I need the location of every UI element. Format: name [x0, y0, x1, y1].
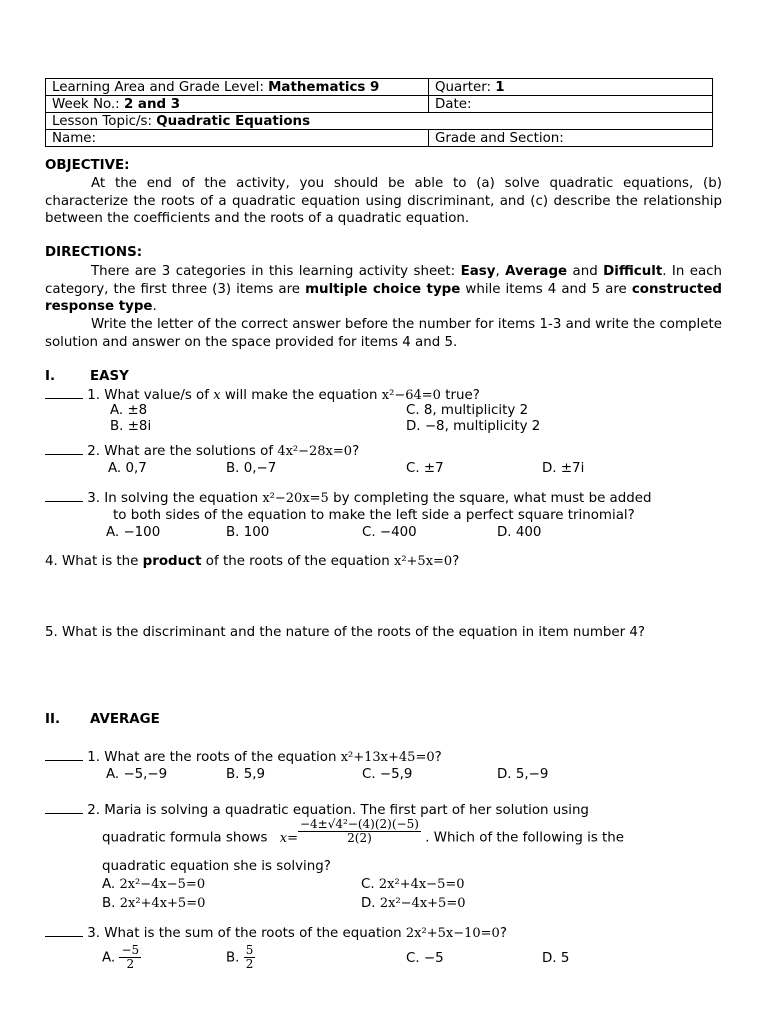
objective-text: At the end of the activity, you should be able to (a) solve quadratic equations, (b) characterize the roots of a quadratic equation using discriminant, and (c) describe the relationship between the coefficients and the roots of a quadratic equation.	[45, 176, 722, 226]
objective-heading: OBJECTIVE:	[45, 158, 130, 173]
question-average-1: 1. What are the roots of the equation x²+13x+45=0?	[45, 749, 442, 765]
option-a[interactable]: A. $\frac{-5}{2}$	[102, 943, 140, 971]
week-label: Week No.:	[52, 96, 124, 112]
question-average-2-line3: quadratic equation she is solving?	[102, 859, 331, 874]
option-a[interactable]: A. 2x²−4x−5=0	[102, 877, 206, 892]
quarter-label: Quarter:	[435, 79, 496, 95]
option-b[interactable]: B. ±8i	[110, 419, 152, 434]
option-c[interactable]: C. −400	[362, 525, 417, 540]
date-label: Date:	[435, 96, 472, 112]
equation: x²−20x=5	[262, 491, 329, 506]
option-b[interactable]: B. 5,9	[226, 767, 265, 782]
question-easy-4: 4. What is the product of the roots of the equation x²+5x=0?	[45, 554, 460, 569]
option-c[interactable]: C. −5,9	[362, 767, 413, 782]
directions-paragraph-1: There are 3 categories in this learning activity sheet: Easy, Average and Difficult. In each category, the first three (3) items are multiple choice type while items 4 and 5 are constructed response type.	[45, 264, 723, 314]
date-cell[interactable]	[429, 96, 713, 113]
quadratic-formula: $\frac{\text{−4±√4²−(4)(2)(−5)}}{2(2)}$	[299, 817, 419, 845]
section-title-average: AVERAGE	[90, 712, 160, 727]
question-easy-3-line2: to both sides of the equation to make the left side a perfect square trinomial?	[113, 508, 635, 523]
directions-paragraph-2: Write the letter of the correct answer before the number for items 1-3 and write the complete solution and answer on the space provided for items 4 and 5.	[45, 317, 722, 350]
week-cell	[46, 96, 429, 113]
question-average-2: 2. Maria is solving a quadratic equation. The first part of her solution using	[45, 802, 589, 818]
answer-blank[interactable]	[45, 925, 83, 937]
section-title-easy: EASY	[90, 369, 129, 384]
option-b[interactable]: B. 0,−7	[226, 461, 277, 476]
option-a[interactable]: A. ±8	[110, 403, 148, 418]
learning-area-value: Mathematics 9	[268, 79, 380, 95]
question-average-3: 3. What is the sum of the roots of the equation 2x²+5x−10=0?	[45, 925, 507, 941]
header-table	[45, 78, 713, 147]
section-number-easy: I.	[45, 369, 56, 384]
option-b[interactable]: B. 2x²+4x+5=0	[102, 896, 206, 911]
option-c[interactable]: C. ±7	[406, 461, 444, 476]
learning-area-cell	[46, 79, 429, 96]
option-a[interactable]: A. 0,7	[108, 461, 147, 476]
quarter-cell	[429, 79, 713, 96]
topic-value: Quadratic Equations	[156, 113, 311, 129]
section-number-average: II.	[45, 712, 61, 727]
option-d[interactable]: D. 400	[497, 525, 542, 540]
name-label: Name:	[52, 130, 97, 146]
grade-section-label: Grade and Section:	[435, 130, 564, 146]
answer-blank[interactable]	[45, 387, 83, 399]
question-easy-3: 3. In solving the equation x²−20x=5 by completing the square, what must be added	[45, 490, 652, 506]
option-c[interactable]: C. 2x²+4x−5=0	[361, 877, 465, 892]
question-average-2-line2: quadratic formula shows x= $\frac{\text{−4±√4²−(4)(2)(−5)}}{2(2)}$ . Which of the following is the	[102, 817, 625, 846]
option-a[interactable]: A. −100	[106, 525, 161, 540]
option-d[interactable]: D. −8, multiplicity 2	[406, 419, 541, 434]
option-c[interactable]: C. −5	[406, 951, 444, 966]
option-b[interactable]: B. $\frac{5}{2}$	[226, 943, 254, 971]
question-easy-5: 5. What is the discriminant and the nature of the roots of the equation in item number 4?	[45, 625, 646, 640]
quarter-value: 1	[495, 79, 505, 95]
answer-blank[interactable]	[45, 490, 83, 502]
option-d[interactable]: D. 5,−9	[497, 767, 549, 782]
question-easy-2: 2. What are the solutions of 4x²−28x=0?	[45, 443, 359, 459]
equation: x²+13x+45=0	[340, 750, 435, 765]
option-d[interactable]: D. ±7i	[542, 461, 585, 476]
equation: x²+5x=0	[394, 554, 453, 569]
option-d[interactable]: D. 5	[542, 951, 570, 966]
option-d[interactable]: D. 2x²−4x+5=0	[361, 896, 466, 911]
topic-label: Lesson Topic/s:	[52, 113, 157, 129]
directions-heading: DIRECTIONS:	[45, 245, 143, 260]
answer-blank[interactable]	[45, 443, 83, 455]
answer-blank[interactable]	[45, 749, 83, 761]
learning-area-label: Learning Area and Grade Level:	[52, 79, 269, 95]
equation: 2x²+5x−10=0	[405, 926, 500, 941]
topic-cell	[46, 113, 713, 130]
week-value: 2 and 3	[123, 96, 181, 112]
equation: 4x²−28x=0	[277, 444, 353, 459]
name-cell[interactable]	[46, 130, 429, 147]
equation: x²−64=0	[381, 388, 441, 403]
question-easy-1: 1. What value/s of x will make the equation x²−64=0 true?	[45, 387, 480, 403]
grade-section-cell[interactable]	[429, 130, 713, 147]
answer-blank[interactable]	[45, 802, 83, 814]
option-c[interactable]: C. 8, multiplicity 2	[406, 403, 529, 418]
option-a[interactable]: A. −5,−9	[106, 767, 168, 782]
option-b[interactable]: B. 100	[226, 525, 270, 540]
